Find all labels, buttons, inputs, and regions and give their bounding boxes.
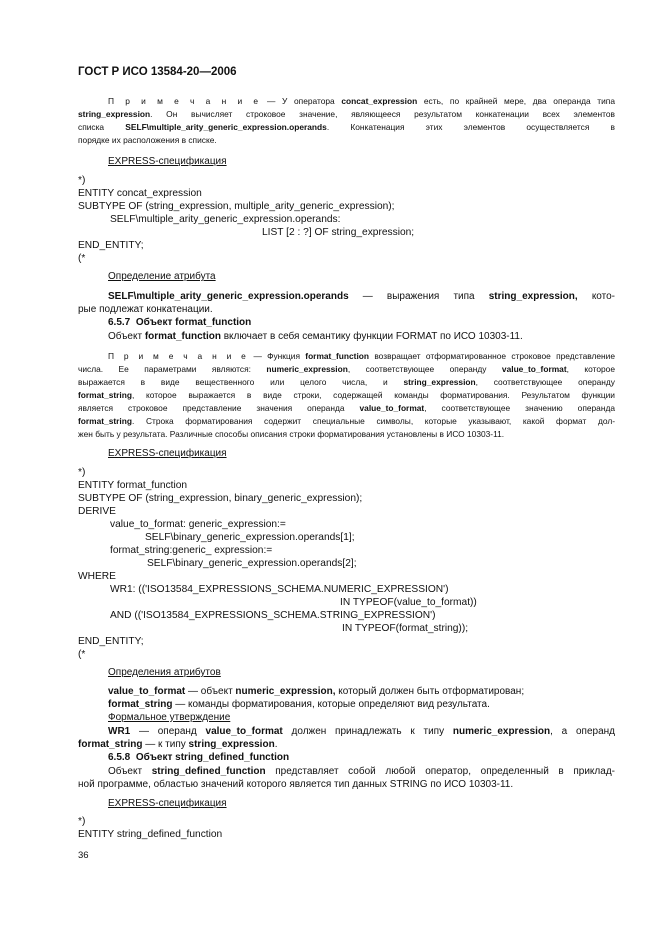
note-2-line-2: числа. Ее параметрами являются: numeric_expression, соответствующее операнду value_to_format, которое: [78, 364, 615, 374]
express-spec-label-3: EXPRESS-спецификация: [108, 798, 227, 809]
attributes-definition-label: Определения атрибутов: [108, 667, 221, 678]
attribute-1-line-1: SELF\multiple_arity_generic_expression.operands — выражения типа string_expression, кото-: [108, 291, 616, 302]
code-1-line: SELF\multiple_arity_generic_expression.operands:: [110, 214, 341, 225]
document-header: ГОСТ Р ИСО 13584-20—2006: [78, 66, 237, 78]
code-2-line: WR1: (('ISO13584_EXPRESSIONS_SCHEMA.NUMERIC_EXPRESSION'): [110, 584, 449, 595]
section-6-5-8-heading: 6.5.8 Объект string_defined_function: [108, 752, 290, 763]
code-2-line: IN TYPEOF(value_to_format)): [340, 597, 477, 608]
code-2-line: value_to_format: generic_expression:=: [110, 519, 286, 530]
wr1-line-1: WR1 — операнд value_to_format должен принадлежать к типу numeric_expression, а операнд: [108, 726, 615, 737]
express-spec-label-1: EXPRESS-спецификация: [108, 156, 227, 167]
code-2-line: IN TYPEOF(format_string));: [342, 623, 469, 634]
attribute-definition-label: Определение атрибута: [108, 271, 216, 282]
attribute-1-line-2: рые подлежат конкатенации.: [78, 304, 213, 315]
formal-statement-label: Формальное утверждение: [108, 712, 231, 723]
code-2-line: SUBTYPE OF (string_expression, binary_generic_expression);: [78, 493, 363, 504]
section-6-5-7-text: Объект format_function включает в себя семантику функции FORMAT по ИСО 10303-11.: [108, 331, 523, 342]
page-number: 36: [78, 850, 89, 861]
section-6-5-8-text-line-2: ной программе, областью значений которого является тип данных STRING по ИСО 10303-11.: [78, 779, 514, 790]
attribute-format-string: format_string — команды форматирования, которые определяют вид результата.: [108, 699, 490, 710]
note-2-line-1: П р и м е ч а н и е — Функция format_function возвращает отформатированное строковое представление: [108, 351, 615, 361]
code-1-line: END_ENTITY;: [78, 240, 144, 251]
code-2-line: SELF\binary_generic_expression.operands[2];: [147, 558, 357, 569]
note-1-line-3: списка SELF\multiple_arity_generic_expression.operands. Конкатенация этих элементов осуществляется в: [78, 122, 616, 132]
code-1-line: *): [78, 175, 86, 186]
wr1-line-2: format_string — к типу string_expression.: [78, 739, 278, 750]
code-2-line: WHERE: [78, 571, 116, 582]
code-1-line: (*: [78, 253, 86, 264]
code-2-line: *): [78, 467, 86, 478]
code-2-line: DERIVE: [78, 506, 116, 517]
express-spec-label-2: EXPRESS-спецификация: [108, 448, 227, 459]
code-3-line: *): [78, 816, 86, 827]
note-1-line-4: порядке их расположения в списке.: [78, 135, 217, 145]
note-2-line-3: выражается в виде вещественного или целого числа, и string_expression, соответствующее операнду: [78, 377, 615, 387]
code-2-line: AND (('ISO13584_EXPRESSIONS_SCHEMA.STRING_EXPRESSION'): [110, 610, 436, 621]
code-2-line: END_ENTITY;: [78, 636, 144, 647]
note-1-line-1: П р и м е ч а н и е — У оператора concat_expression есть, по крайней мере, два операнда типа: [108, 96, 615, 106]
code-1-line: SUBTYPE OF (string_expression, multiple_arity_generic_expression);: [78, 201, 395, 212]
code-3-line: ENTITY string_defined_function: [78, 829, 223, 840]
note-2-line-5: является строковое представление значения операнда value_to_format, соответствующее значению операнда: [78, 403, 616, 413]
code-2-line: SELF\binary_generic_expression.operands[1];: [145, 532, 355, 543]
code-2-line: format_string:generic_ expression:=: [110, 545, 273, 556]
note-2-line-7: жен быть у результата. Различные способы описания строки форматирования установлены в ИСО 10303-11.: [78, 429, 505, 439]
code-2-line: (*: [78, 649, 86, 660]
note-1-line-2: string_expression. Он вычисляет строковое значение, являющееся результатом конкатенации всех элементов: [78, 109, 615, 119]
code-2-line: ENTITY format_function: [78, 480, 188, 491]
note-2-line-6: format_string. Строка форматирования содержит специальные символы, которые указывают, какой формат дол-: [78, 416, 615, 426]
section-6-5-7-heading: 6.5.7 Объект format_function: [108, 317, 252, 328]
code-1-line: LIST [2 : ?] OF string_expression;: [262, 227, 415, 238]
section-6-5-8-text-line-1: Объект string_defined_function представляет собой любой оператор, определенный в приклад-: [108, 766, 615, 777]
code-1-line: ENTITY concat_expression: [78, 188, 202, 199]
note-2-line-4: format_string, которое выражается в виде строки, содержащей команды форматирования. Результатом функции: [78, 390, 615, 400]
attribute-value-to-format: value_to_format — объект numeric_expression, который должен быть отформатирован;: [108, 686, 525, 697]
